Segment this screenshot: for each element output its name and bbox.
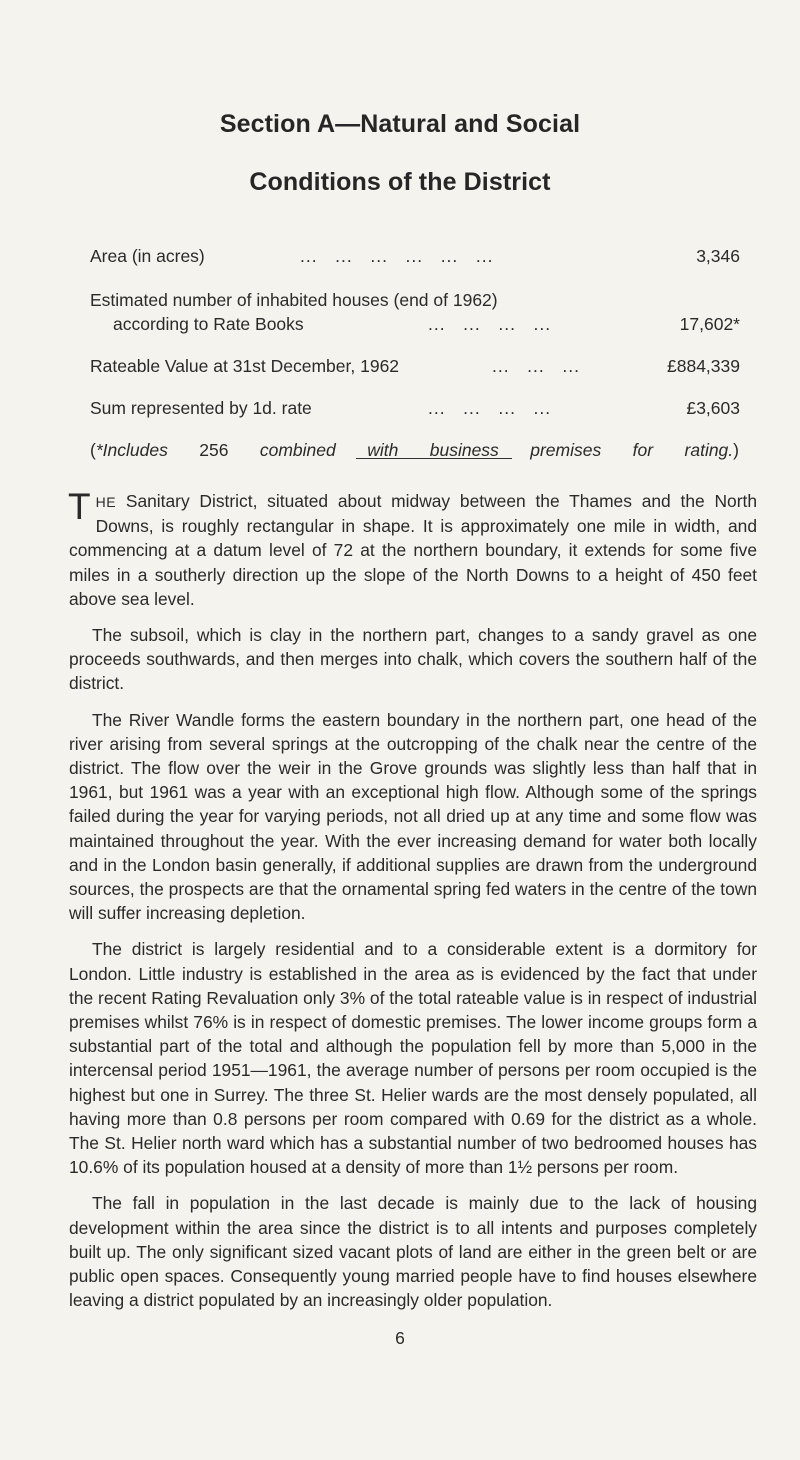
footnote-word-6: premises — [530, 440, 602, 460]
stat-value: £3,603 — [686, 398, 740, 418]
footnote-word-8: rating. — [684, 440, 734, 460]
body-text — [68, 486, 757, 1325]
stat-rateable-value — [90, 354, 740, 378]
paragraph-text: Sanitary District, situated about midway between the Thames and the North Downs, is roughly rectangular in shape. It is approximately one mile in width, and commencing at a datum level of 72 at the northern boundary, it extends for some five miles in a southerly direction up the slope of the North Downs to a height of 450 feet above sea level. — [69, 491, 757, 609]
footnote-word-7: for — [632, 440, 654, 460]
paragraph-3: The River Wandle forms the eastern boundary in the northern part, one head of the river arising from several springs at the outcropping of the chalk near the centre of the district. The flow over the weir in the Grove grounds was slightly less than half that in 1961, but 1961 was a year with an exceptional high flow. Although some of the springs failed during the year for varying periods, not all dried up at any time and some flow was maintained throughout the year. With the ever increasing demand for water both locally and in the London basin generally, if additional supplies are drawn from the underground sources, the prospects are that the ornamental spring fed waters in the centre of the town will suffer increasing depletion. — [69, 709, 757, 924]
stat-value: £884,339 — [667, 356, 740, 376]
paragraph-2: The subsoil, which is clay in the northern part, changes to a sandy gravel as one proceeds southwards, and then merges into chalk, which covers the southern half of the district. — [69, 625, 757, 694]
footnote-word-5: business — [429, 440, 499, 460]
stat-label: Estimated number of inhabited houses (end of 1962) — [90, 290, 498, 310]
close-paren: ) — [733, 440, 739, 460]
leader-dots: ... ... ... ... ... ... — [300, 246, 494, 266]
stat-penny-rate — [90, 396, 740, 420]
footnote-word — [90, 438, 168, 462]
stat-label: according to Rate Books — [113, 314, 304, 334]
footnote-word-4: with — [367, 440, 399, 460]
paragraph-1 — [68, 486, 757, 611]
leader-dots: ... ... ... ... — [428, 398, 552, 418]
stat-houses-line2 — [90, 312, 740, 336]
open-paren: ( — [90, 440, 96, 460]
footnote-word — [685, 438, 739, 462]
footnote-word-3: combined — [259, 440, 336, 460]
district-statistics — [90, 244, 740, 462]
stat-houses-line1 — [90, 288, 740, 312]
page-number: 6 — [395, 1328, 405, 1348]
section-title: Section A—Natural and Social — [219, 110, 581, 138]
footnote-word-1: *Includes — [95, 440, 168, 460]
stat-value: 17,602* — [679, 314, 740, 334]
stat-label: Area (in acres) — [90, 246, 205, 266]
stat-area — [90, 244, 740, 268]
stat-value: 3,346 — [696, 246, 740, 266]
small-caps-text: HE — [95, 494, 117, 510]
stat-label: Rateable Value at 31st December, 1962 — [90, 356, 400, 376]
footnote-word-2: 256 — [199, 440, 229, 460]
paragraph-5: The fall in population in the last decade is mainly due to the lack of housing development within the area since the district is to all intents and purposes completely built up. The only significant sized vacant plots of land are either in the green belt or are public open spaces. Consequently young married people have to find houses elsewhere leaving a district populated by an increasingly older population. — [69, 1193, 757, 1311]
paragraph-4: The district is largely residential and to a considerable extent is a dormitory for London. Little industry is established in the area as is evidenced by the fact that under the recent Rating Revaluation only 3% of the total rateable value is in respect of industrial premises whilst 76% is in respect of domestic premises. The lower income groups form a substantial part of the total and although the population fell by more than 5,000 in the intercensal period 1951—1961, the average number of persons per room occupied is the highest but one in Surrey. The three St. Helier wards are the most densely populated, all having more than 0.8 persons per room compared with 0.69 for the district as a whole. The St. Helier north ward which has a substantial number of two bedroomed houses has 10.6% of its population housed at a density of more than 1½ persons per room. — [69, 939, 757, 1178]
leader-dots: ... ... ... ... — [428, 314, 552, 334]
divider-rule — [356, 458, 512, 459]
drop-cap: T — [68, 486, 91, 527]
leader-dots: ... ... ... — [492, 356, 580, 376]
stat-label: Sum represented by 1d. rate — [90, 398, 312, 418]
section-subtitle: Conditions of the District — [249, 168, 551, 196]
